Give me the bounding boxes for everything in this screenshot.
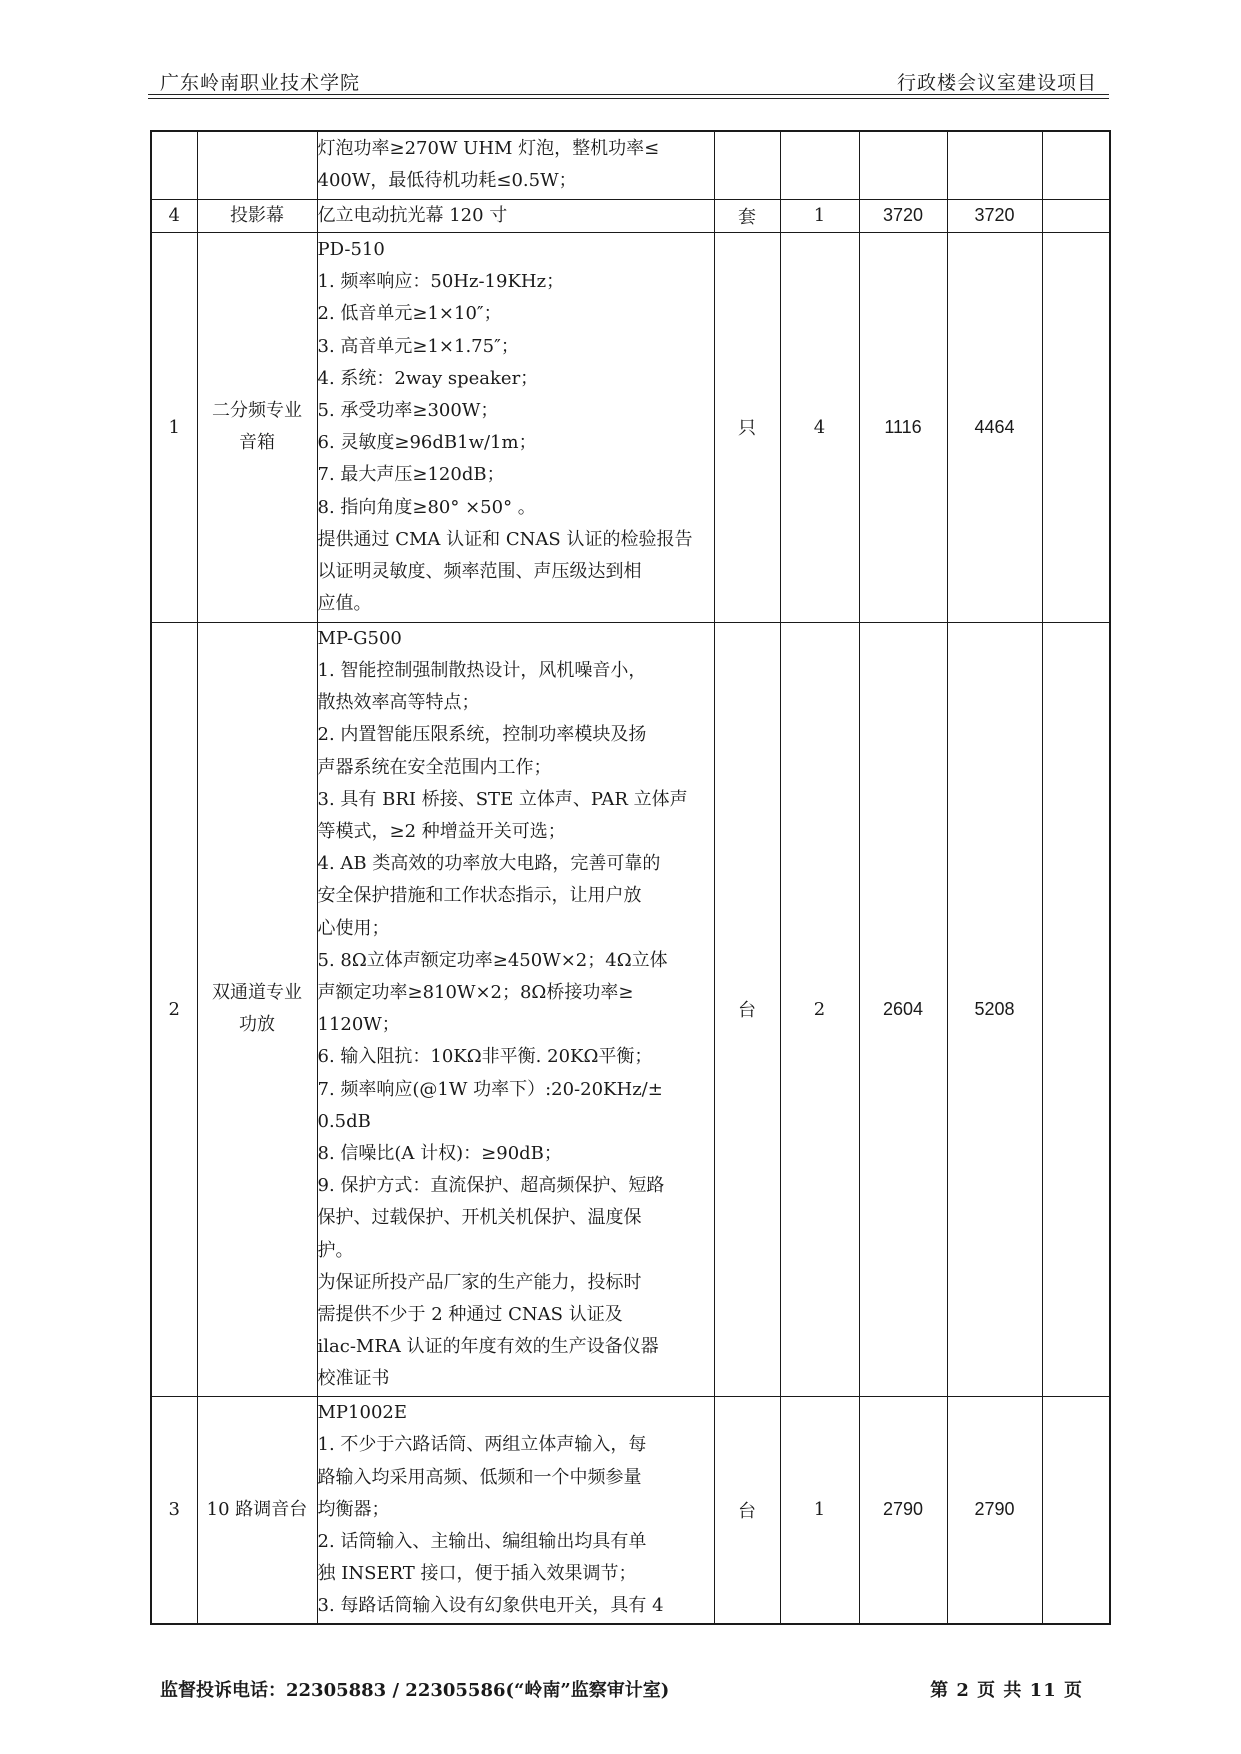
spec-line: 7. 最大声压≥120dB； <box>317 464 505 486</box>
product-name-line: 双通道专业 <box>212 982 302 1004</box>
spec-line: 5. 8Ω立体声额定功率≥450W×2；4Ω立体 <box>317 949 668 971</box>
header-school-name: 广东岭南职业技术学院 <box>160 72 361 94</box>
cell-specification <box>317 131 714 199</box>
spec-line: 4. AB 类高效的功率放大电路，完善可靠的 <box>317 853 661 875</box>
cell-total-price: 3720 <box>947 199 1042 232</box>
cell-item-number: 4 <box>151 199 197 232</box>
spec-line: 8. 信噪比(A 计权)：≥90dB； <box>317 1142 562 1164</box>
spec-line: 6. 输入阻抗：10KΩ非平衡. 20KΩ平衡； <box>317 1046 653 1068</box>
cell-unit: 套 <box>714 199 780 232</box>
spec-line: 2. 低音单元≥1×10″； <box>317 303 502 325</box>
spec-line: 2. 内置智能压限系统，控制功率模块及扬 <box>317 724 647 746</box>
cell-quantity <box>780 131 859 199</box>
cell-total-price <box>947 131 1042 199</box>
spec-line: 声器系统在安全范围内工作； <box>317 756 552 778</box>
spec-line: 2. 话筒输入、主输出、编组输出均具有单 <box>317 1530 647 1552</box>
spec-line: 400W，最低待机功耗≤0.5W； <box>317 170 577 192</box>
spec-line: 提供通过 CMA 认证和 CNAS 认证的检验报告 <box>317 528 693 550</box>
spec-line: 9. 保护方式：直流保护、超高频保护、短路 <box>317 1175 665 1197</box>
cell-unit-price: 2604 <box>859 622 947 1396</box>
spec-line: MP-G500 <box>317 627 402 649</box>
cell-product-name <box>197 232 317 622</box>
cell-unit-price: 3720 <box>859 199 947 232</box>
spec-line: 0.5dB <box>317 1110 371 1132</box>
spec-line: 心使用； <box>317 917 390 939</box>
spec-line: 需提供不少于 2 种通过 CNAS 认证及 <box>317 1303 623 1325</box>
spec-line: 等模式，≥2 种增益开关可选； <box>317 820 566 842</box>
header-project-title: 行政楼会议室建设项目 <box>896 72 1097 94</box>
spec-line: 7. 频率响应(@1W 功率下）:20-20KHz/± <box>317 1078 663 1100</box>
spec-line: 3. 每路话筒输入设有幻象供电开关，具有 4 <box>317 1595 664 1617</box>
spec-line: 1120W； <box>317 1014 400 1036</box>
cell-quantity: 4 <box>780 232 859 622</box>
cell-remark <box>1042 622 1110 1396</box>
cell-item-number: 3 <box>151 1396 197 1624</box>
spec-line: 保护、过载保护、开机关机保护、温度保 <box>317 1207 642 1229</box>
spec-line: 护。 <box>317 1239 354 1261</box>
table-row <box>151 131 1110 199</box>
spec-line: 散热效率高等特点； <box>317 692 480 714</box>
cell-unit <box>714 131 780 199</box>
cell-remark <box>1042 199 1110 232</box>
spec-line: 均衡器； <box>317 1498 390 1520</box>
spec-line: 5. 承受功率≥300W； <box>317 400 499 421</box>
spec-line: 3. 具有 BRI 桥接、STE 立体声、PAR 立体声 <box>317 788 688 810</box>
spec-line: 应值。 <box>317 593 372 615</box>
cell-specification <box>317 232 714 622</box>
spec-line: 1. 频率响应：50Hz-19KHz； <box>317 271 565 293</box>
cell-product-name <box>197 1396 317 1624</box>
cell-total-price: 4464 <box>947 232 1042 622</box>
cell-unit: 台 <box>714 1396 780 1624</box>
cell-remark <box>1042 232 1110 622</box>
cell-total-price: 2790 <box>947 1396 1042 1624</box>
cell-quantity: 2 <box>780 622 859 1396</box>
spec-line: 4. 系统：2way speaker； <box>317 367 539 389</box>
cell-specification <box>317 199 714 232</box>
table-row <box>151 1396 1110 1624</box>
cell-unit-price: 1116 <box>859 232 947 622</box>
spec-line: 3. 高音单元≥1×1.75″； <box>317 335 519 357</box>
spec-line: 6. 灵敏度≥96dB1w/1m； <box>317 432 537 454</box>
cell-product-name <box>197 622 317 1396</box>
spec-line: 亿立电动抗光幕 120 寸 <box>317 204 508 226</box>
cell-unit-price: 2790 <box>859 1396 947 1624</box>
cell-quantity: 1 <box>780 1396 859 1624</box>
cell-specification <box>317 622 714 1396</box>
cell-unit: 台 <box>714 622 780 1396</box>
cell-unit-price <box>859 131 947 199</box>
cell-remark <box>1042 1396 1110 1624</box>
spec-line: 1. 不少于六路话筒、两组立体声输入，每 <box>317 1434 647 1456</box>
table-row <box>151 232 1110 622</box>
cell-quantity: 1 <box>780 199 859 232</box>
header-rule-thin <box>148 98 1109 99</box>
footer-page-number: 第 2 页 共 11 页 <box>930 1680 1083 1701</box>
cell-item-number: 1 <box>151 232 197 622</box>
spec-line: 路输入均采用高频、低频和一个中频参量 <box>317 1466 642 1488</box>
table-row <box>151 622 1110 1396</box>
spec-line: MP1002E <box>317 1402 407 1424</box>
cell-unit: 只 <box>714 232 780 622</box>
cell-remark <box>1042 131 1110 199</box>
cell-item-number: 2 <box>151 622 197 1396</box>
product-name-line: 10 路调音台 <box>206 1498 308 1520</box>
spec-line: 声额定功率≥810W×2；8Ω桥接功率≥ <box>317 981 634 1003</box>
cell-total-price: 5208 <box>947 622 1042 1396</box>
spec-line: 8. 指向角度≥80° ×50° 。 <box>317 496 536 518</box>
header-rule <box>148 94 1109 95</box>
product-name-line: 投影幕 <box>230 204 284 226</box>
spec-line: 安全保护措施和工作状态指示，让用户放 <box>317 885 642 907</box>
spec-line: ilac-MRA 认证的年度有效的生产设备仪器 <box>317 1336 659 1358</box>
cell-item-number <box>151 131 197 199</box>
spec-line: 1. 智能控制强制散热设计，风机噪音小， <box>317 659 647 681</box>
cell-specification <box>317 1396 714 1624</box>
cell-product-name <box>197 131 317 199</box>
spec-line: 以证明灵敏度、频率范围、声压级达到相 <box>317 561 642 583</box>
product-name-line: 功放 <box>239 1014 275 1036</box>
spec-line: PD-510 <box>317 238 385 260</box>
spec-line: 独 INSERT 接口，便于插入效果调节； <box>317 1563 637 1585</box>
footer-complaint-phone: 监督投诉电话：22305883 / 22305586(“岭南”监察审计室) <box>160 1680 670 1701</box>
cell-product-name <box>197 199 317 232</box>
table-row <box>151 199 1110 232</box>
spec-line: 灯泡功率≥270W UHM 灯泡，整机功率≤ <box>317 138 660 160</box>
product-name-line: 二分频专业 <box>212 400 302 422</box>
equipment-spec-table <box>150 130 1111 1625</box>
spec-line: 为保证所投产品厂家的生产能力，投标时 <box>317 1271 642 1293</box>
product-name-line: 音箱 <box>239 432 275 454</box>
spec-line: 校准证书 <box>317 1368 390 1390</box>
